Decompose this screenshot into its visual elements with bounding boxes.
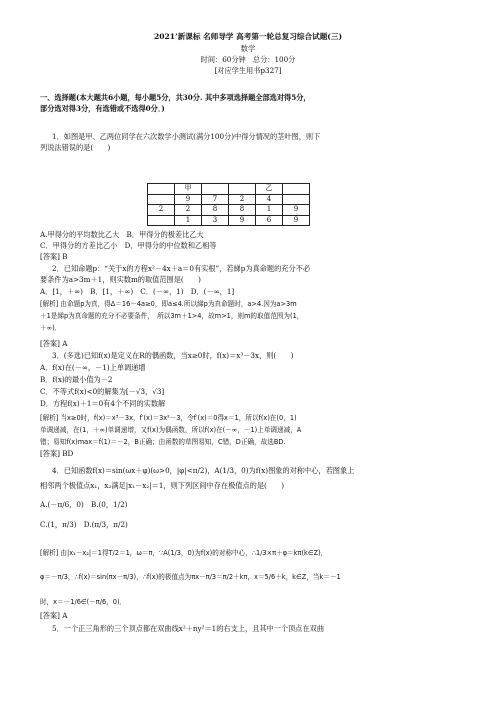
table-cell: 2 <box>148 205 175 216</box>
table-cell: 9 <box>283 215 310 226</box>
time-score: 时间：60分钟 总分：100分 <box>200 55 296 64</box>
q2-solution-cont: ＋1是綈p为真命题的充分不必要条件， 所以3m＋1>4，故m>1，则m的取值范围为(1， <box>40 312 304 320</box>
q4-options-cd: C.(1，π/3) D.(π/3，π/2) <box>40 520 128 529</box>
table-cell <box>202 184 229 195</box>
section-heading-cont: 部分选对得3分，有选错或不选得0分．) <box>40 104 165 113</box>
q2-options: A．[1，＋∞) B．[1，＋∞) C．(－∞，1) D．(－∞，1] <box>40 287 235 296</box>
table-cell: 9 <box>175 194 202 205</box>
q3-option-a: A．f(x)在(－∞，－1)上单调递增 <box>40 363 146 372</box>
reference-note: [对应学生用书p327] <box>214 66 282 75</box>
table-cell: 8 <box>229 205 256 216</box>
table-cell: 1 <box>175 215 202 226</box>
table-cell: 2 <box>175 205 202 216</box>
table-cell: 甲 <box>175 184 202 195</box>
table-cell: 9 <box>229 215 256 226</box>
q3-solution-cont: 单调递减，在(1，＋∞)单调递增，又f(x)为偶函数，所以f(x)在(－∞，－1)上单调递减，A <box>40 426 302 434</box>
q1-options-ab: A.甲得分的平均数比乙大 B．甲得分的极差比乙大 <box>40 230 204 239</box>
q4-solution: [解析] 由|x₁－x₂|＝1得T/2＝1，ω＝π，∵A(1/3，0)为f(x)的对称中心，∴1/3×π＋φ＝kπ(k∈Z)， <box>40 549 328 557</box>
stem-leaf-table <box>147 183 310 226</box>
table-cell: 3 <box>202 215 229 226</box>
table-cell <box>148 215 175 226</box>
q2-solution: [解析] 由命题p为真，得Δ＝16－4a≥0，即a≤4.所以綈p为真命题时，a>4.因为a>3m <box>40 300 297 308</box>
q3-solution: [解析] 当x≥0时，f(x)＝x³－3x，f′(x)＝3x²－3，令f′(x)＝0得x＝1，所以f(x)在(0，1) <box>40 414 297 422</box>
q3-option-b: B．f(x)的最小值为－2 <box>40 375 113 384</box>
table-cell: 2 <box>229 194 256 205</box>
q3-option-d: D．方程f(x)＋1＝0有4个不同的实数解 <box>40 399 166 408</box>
table-cell: 8 <box>202 205 229 216</box>
q4-answer: [答案] A <box>40 611 68 620</box>
table-cell: 乙 <box>256 184 283 195</box>
q3-solution-end: 错；易知f(x)max＝f(1)＝－2，B正确；由函数的草图易知，C错，D正确，故选BD. <box>40 438 286 446</box>
q3-option-c: C．不等式f(x)<0的解集为[－√3，√3] <box>40 387 165 396</box>
table-row <box>148 205 310 216</box>
q1-answer: [答案] B <box>40 252 68 261</box>
table-cell: 6 <box>256 215 283 226</box>
q5-stem: 5．一个正三角形的三个顶点都在双曲线x²＋ny²＝1的右支上，且其中一个顶点在双曲 <box>52 624 325 633</box>
q1-stem-cont: 列说法错误的是( ) <box>40 143 111 152</box>
table-cell <box>229 184 256 195</box>
q4-stem: 4．已知函数f(x)＝sin(ωx＋φ)(ω>0，|φ|<π/2)，A(1/3，0)为f(x)图象的对称中心，若图象上 <box>52 466 355 475</box>
table-cell: 7 <box>202 194 229 205</box>
section-heading: 一、选择题(本大题共6小题，每小题5分，共30分. 其中多项选择题全部选对得5分， <box>40 93 311 102</box>
table-cell: 1 <box>256 205 283 216</box>
q4-options-ab: A.(－π/6，0) B.(0，1/2) <box>40 500 128 509</box>
q4-solution-end: 时，x＝－1/6∈(－π/6，0)． <box>40 598 127 606</box>
q3-stem: 3．(多选)已知f(x)是定义在R的偶函数，当x≥0时，f(x)＝x³－3x，则( ) <box>52 351 294 360</box>
table-row <box>148 215 310 226</box>
q2-solution-end: ＋∞)． <box>40 324 62 332</box>
q4-stem-cont: 相邻两个极值点x₁，x₂满足|x₁－x₂|＝1，则下列区间中存在极值点的是( ) <box>40 481 285 490</box>
q2-stem-cont: 要条件为a>3m＋1，则实数m的取值范围是( ) <box>40 275 201 284</box>
table-cell <box>283 194 310 205</box>
table-row <box>148 194 310 205</box>
q2-answer: [答案] A <box>40 339 68 348</box>
table-row <box>148 184 310 195</box>
q4-solution-cont: φ＝－π/3，∴f(x)＝sin(πx－π/3)，∴f(x)的极值点为πx－π/3＝π/2＋kπ，x＝5/6＋k，k∈Z，当k＝－1 <box>40 573 341 581</box>
table-cell <box>283 184 310 195</box>
table-cell <box>148 194 175 205</box>
table-cell: 9 <box>283 205 310 216</box>
q3-answer: [答案] BD <box>40 449 74 458</box>
q1-options-cd: C．甲得分的方差比乙小 D．甲得分的中位数和乙相等 <box>40 241 217 250</box>
q2-stem: 2．已知命题p：“关于x的方程x²－4x＋a＝0有实根”，若綈p为真命题的充分不必 <box>52 264 311 273</box>
table-cell: 4 <box>256 194 283 205</box>
q1-stem: 1．如图是甲、乙两位同学在六次数学小测试(满分100分)中得分情况的茎叶图，则下 <box>52 132 321 141</box>
subject-label: 数学 <box>240 44 256 53</box>
table-cell <box>148 184 175 195</box>
page-title: 2021’新课标 名师导学 高考第一轮总复习综合试题(三) <box>153 32 343 41</box>
